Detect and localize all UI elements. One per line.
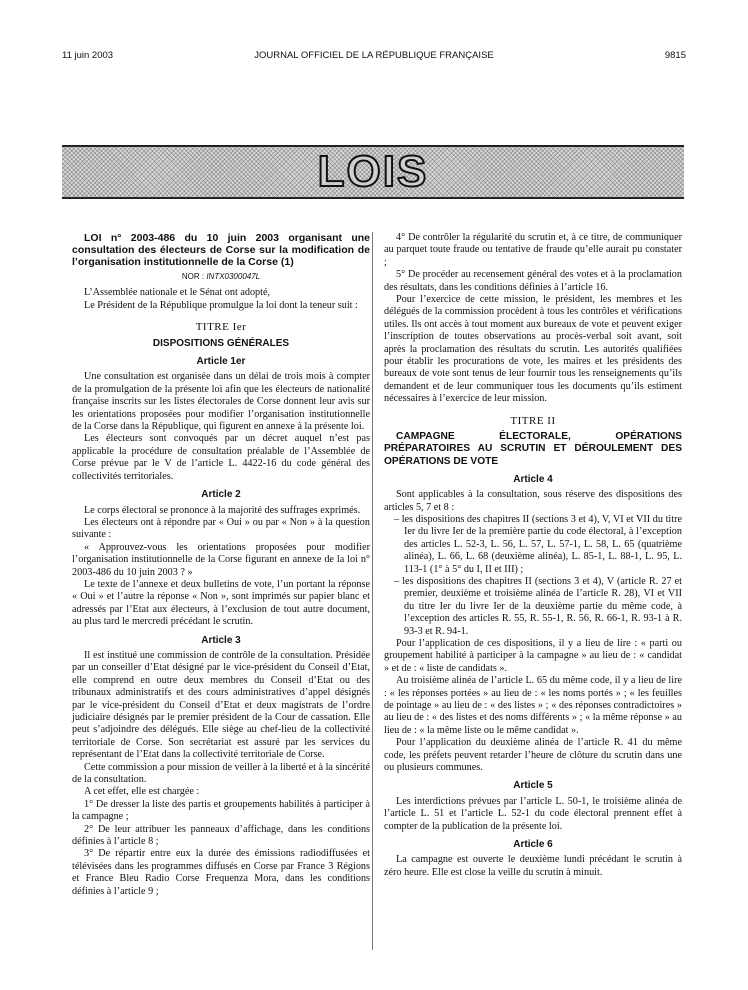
nor-value: INTX0300047L (206, 272, 261, 281)
article-4-paragraph: Sont applicables à la consultation, sous réserve des dispositions des articles 5, 7 et 8 : (384, 489, 682, 513)
article-3-heading: Article 3 (201, 634, 241, 646)
nor-reference (72, 271, 370, 283)
titre-1-heading: DISPOSITIONS GÉNÉRALES (152, 337, 290, 349)
article-1-paragraph: Une consultation est organisée dans un délai de trois mois à compter de la promulgation de la présente loi afin que les électeurs de nationalité française inscrits sur les listes électorales de Corse donnent leur avis sur les orientations proposées pour modifier l’organisation institutionnelle de la Corse dans la République, qui figurent en annexe à la présente loi. (72, 371, 370, 433)
titre-2-heading: CAMPAGNE ÉLECTORALE, OPÉRATIONS PRÉPARATOIRES AU SCRUTIN ET DÉROULEMENT DES OPÉRATIONS DE VOTE (384, 431, 682, 467)
article-4-paragraph: Au troisième alinéa de l’article L. 65 du même code, il y a lieu de lire : « les réponses portées » au lieu de : « les noms portés » ; « les feuilles de pointage » au lieu de : « des listes » ; « des réponses contradictoires » au lieu de : « des listes et des noms différents » ; « la même réponse » au lieu de : « la même liste ou le même candidat ». (384, 675, 682, 736)
titre-1-label: TITRE Ier (195, 321, 247, 334)
article-2-paragraph: Le corps électoral se prononce à la majorité des suffrages exprimés. (84, 504, 361, 516)
journal-title: JOURNAL OFFICIEL DE LA RÉPUBLIQUE FRANÇAISE (254, 50, 494, 61)
article-4-heading: Article 4 (513, 473, 553, 485)
article-3-item: 1° De dresser la liste des partis et groupements habilités à participer à la campagne ; (72, 798, 370, 823)
left-column (72, 232, 370, 898)
article-3-paragraph: Pour l’exercice de cette mission, le président, les membres et les délégués de la commission procèdent à tous les contrôles et vérifications utiles. Ils ont accès à tout moment aux bureaux de vote et peuvent exiger l’inscription de toutes observations au procès-verbal soit avant, soit après la proclamation des résultats du scrutin. Les autorités qualifiées pour établir les procurations de vote, les maires et les présidents des bureaux de vote sont tenus de leur fournir tous les renseignements qu’ils demandent et de leur communiquer tous les documents qu’ils estiment nécessaires à l’exercice de leur mission. (384, 294, 682, 405)
article-2-heading: Article 2 (201, 489, 241, 501)
page-number: 9815 (664, 50, 686, 61)
list-item: – les dispositions des chapitres II (sections 3 et 4), V, VI et VII du titre Ier du livre Ier de la première partie du code électoral, à l’exception des articles L. 52-3, L. 56, L. 57, L. 57-1, L. 58, L. 65 (quatrième alinéa), L. 66, L. 68 (deuxième alinéa), L. 85-1, L. 88-1, L. 95, L. 113-1 (1° à 5° du I, II et III) ; (394, 513, 682, 575)
article-6-paragraph: La campagne est ouverte le deuxième lundi précédant le scrutin à zéro heure. Elle est close la veille du scrutin à minuit. (384, 854, 682, 878)
article-3-item: 4° De contrôler la régularité du scrutin et, à ce titre, de communiquer au parquet toute fraude ou tentative de fraude qu’elle aurait pu constater ; (384, 232, 682, 268)
article-1-paragraph: Les électeurs sont convoqués par un décret auquel n’est pas applicable la procédure de consultation préalable de l’Assemblée de Corse prévue par le V de l’article L. 4422-16 du code général des collectivités territoriales. (72, 433, 370, 482)
section-banner (62, 145, 684, 199)
article-4-paragraph: Pour l’application du deuxième alinéa de l’article R. 41 du même code, les préfets peuvent retarder l’heure de clôture du scrutin dans une ou plusieurs communes. (384, 737, 682, 774)
right-column (384, 232, 682, 879)
article-3-paragraph: Il est institué une commission de contrôle de la consultation. Présidée par un conseiller d’Etat désigné par le vice-président du Conseil d’Etat, elle comprend en outre deux membres du Conseil d’Etat ou des tribunaux administratifs et des cours administratives d’appel désignés par le vice-président du Conseil d’Etat et deux magistrats de l’ordre judiciaire désignés par le premier président de la Cour de cassation. Elle peut s’adjoindre des délégués. Elle siège au chef-lieu de la collectivité territoriale de Corse. Son secrétariat est assuré par les services du représentant de l’Etat dans la collectivité territoriale de Corse. (72, 649, 370, 761)
article-4-paragraph: Pour l’application de ces dispositions, il y a lieu de lire : « parti ou groupement habilité à participer à la campagne » au lieu de : « candidat » et de : « liste de candidats ». (384, 637, 682, 674)
list-item: – les dispositions des chapitres II (sections 3 et 4), V (article R. 27 et premier, deuxième et troisième alinéa de l’article R. 28), VI et VII du titre Ier du livre Ier de la deuxième partie du même code, à l’exception des articles R. 55, R. 55-1, R. 56, R. 66-1, R. 93-1 à R. 93-3 et R. 94-1. (394, 575, 682, 637)
page-header (0, 50, 748, 64)
article-2-paragraph: Le texte de l’annexe et deux bulletins de vote, l’un portant la réponse « Oui » et l’autre la réponse « Non », sont imprimés sur papier blanc et adressés par l’Etat aux électeurs, à l’exclusion de tout autre document, au plus tard le mercredi précédant le scrutin. (72, 578, 370, 628)
law-title: LOI n° 2003-486 du 10 juin 2003 organisant une consultation des électeurs de Corse sur la modification de l’organisation institutionnelle de la Corse (1) (72, 232, 370, 268)
article-5-heading: Article 5 (513, 780, 553, 792)
titre-2-label: TITRE II (510, 414, 556, 427)
article-5-paragraph: Les interdictions prévues par l’article L. 50-1, le troisième alinéa de l’article L. 51 et l’article L. 52-1 du code électoral prennent effet à compter de la publication de la présente loi. (384, 795, 682, 832)
article-4-list (384, 514, 682, 638)
article-3-item: 5° De procéder au recensement général des votes et à la proclamation des résultats, dans les conditions définies à l’article 16. (384, 269, 682, 293)
intro-adopted: L’Assemblée nationale et le Sénat ont adopté, (84, 287, 271, 299)
nor-label: NOR : (181, 272, 205, 281)
intro-promulgation: Le Président de la République promulgue la loi dont la teneur suit : (84, 299, 358, 311)
header-date: 11 juin 2003 (62, 50, 114, 61)
column-divider (372, 232, 373, 950)
article-3-paragraph: A cet effet, elle est chargée : (84, 786, 200, 798)
banner-title: LOIS (317, 147, 429, 196)
article-3-item: 3° De répartir entre eux la durée des émissions radiodiffusées et télévisées dans les programmes diffusés en Corse par France 3 Régions et France Bleu Radio Corse Frequenza Mora, dans les conditions définies à l’article 9 ; (72, 848, 370, 897)
article-3-paragraph: Cette commission a pour mission de veiller à la liberté et à la sincérité de la consultation. (72, 761, 371, 786)
article-1-heading: Article 1er (196, 356, 246, 368)
article-2-question: « Approuvez-vous les orientations proposées pour modifier l’organisation institutionnelle de la Corse figurant en annexe de la loi n° 2003-486 du 10 juin 2003 ? » (72, 541, 370, 578)
article-6-heading: Article 6 (513, 839, 553, 851)
article-2-paragraph: Les électeurs ont à répondre par « Oui » ou par « Non » à la question suivante : (72, 516, 370, 541)
article-3-item: 2° De leur attribuer les panneaux d’affichage, dans les conditions définies à l’article 8 ; (72, 823, 370, 848)
